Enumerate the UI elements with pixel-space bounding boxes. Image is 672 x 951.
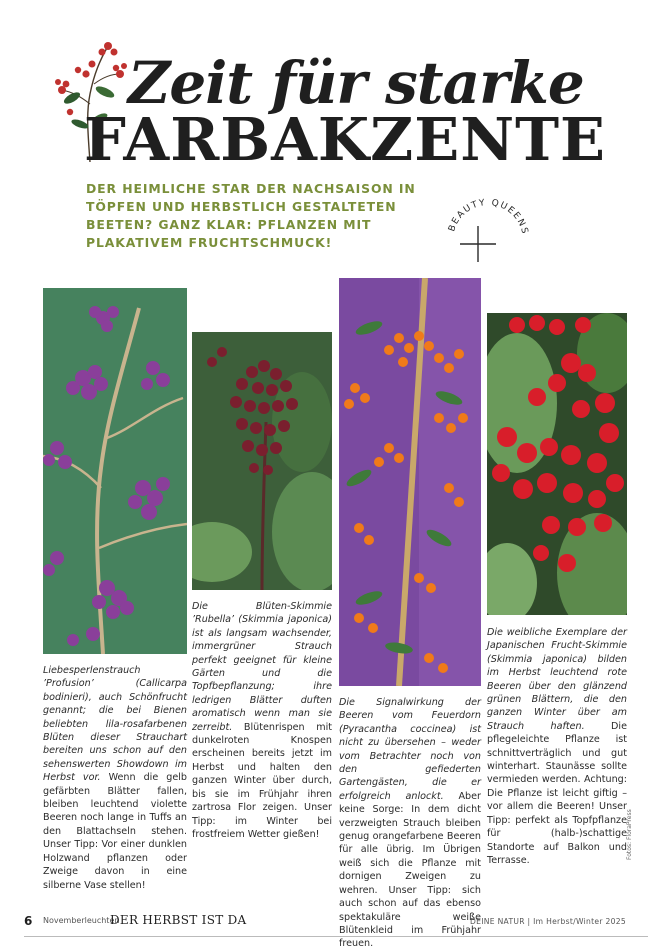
section-label: Novemberleuchten: [43, 916, 120, 925]
badge-label: BEAUTY QUEENS: [447, 198, 530, 237]
photo-credit: Fotos: FloraPress: [626, 809, 633, 860]
caption-pyracantha: [339, 696, 481, 951]
caption-skimmia-rubella-body: Blütenrispen mit dunkelroten Knospen erscheinen bereits jetzt im Herbst und halten den ganzen Winter über durch, bis sie im Frühjahr ihren zartrosa Flor zeigen. Unser Tipp: im Winter bei frostfreiem Wetter gießen!: [192, 721, 332, 840]
caption-pyracantha-lead: Die Signalwirkung der Beeren vom Feuerdorn (Pyracantha coccinea) ist nicht zu übersehen – weder vom Betrachter noch von den gefiederten Gartengästen, die er erfolgreich anlockt.: [339, 697, 481, 802]
svg-text:BEAUTY QUEENS: [447, 198, 529, 236]
photo-skimmia-rubella: [192, 332, 332, 590]
caption-skimmia-berries: [487, 626, 627, 867]
section-title: DER HERBST IST DA: [110, 913, 247, 927]
caption-pyracantha-body: Aber keine Sorge: In dem dicht verzweigten Strauch bleiben genug orangefarbene Beeren für alle übrig. Im Übrigen weiß sich die Pflanze mit dornigen Zweigen zu wehren. Unser Tipp: sich auch schon auf das ebenso spektakuläre weiße Blütenkleid im Frühjahr freuen.: [339, 790, 481, 950]
caption-skimmia-rubella-lead: Die Blüten-Skimmie ’Rubella’ (Skimmia japonica) ist als langsam wachsender, immergrüner Strauch perfekt geeignet für kleine Gärten und die Topfbepflanzung; ihre ledrigen Blätter duften aromatisch wenn man sie zerreibt.: [192, 601, 332, 733]
photo-skimmia-berries: [487, 313, 627, 615]
caption-callicarpa: [43, 664, 187, 892]
intro-text: DER HEIMLICHE STAR DER NACHSAISON IN TÖPFEN UND HERBSTLICH GESTALTETEN BEETEN? GANZ KLAR: PFLANZEN MIT PLAKATIVEM FRUCHTSCHMUCK!: [86, 181, 416, 250]
headline-script: Zeit für starke: [128, 49, 584, 117]
beauty-queens-badge: [440, 192, 536, 288]
headline-caps: FARBAKZENTE: [84, 105, 607, 174]
caption-skimmia-berries-body: Die pflegeleichte Pflanze ist schnittverträglich und gut winterhart. Staunässe sollte vermieden werden. Achtung: Die Pflanze ist leicht giftig – vor allem die Beeren! Unser Tipp: perfekt als Topfpflanze für (halb-)schattige Standorte auf Balkon und Terrasse.: [487, 720, 627, 866]
magazine-issue: DEINE NATUR | Im Herbst/Winter 2025: [470, 917, 627, 926]
footer-rule: [24, 936, 648, 937]
caption-skimmia-berries-lead: Die weibliche Exemplare der Japanischen Frucht-Skimmie (Skimmia japonica) bilden im Herbst leuchtend rote Beeren über den glänzend grünen Blättern, die den ganzen Winter über am Strauch haften.: [487, 627, 627, 732]
caption-skimmia-rubella: [192, 600, 332, 841]
caption-callicarpa-body: Wenn die gelb gefärbten Blätter fallen, bleiben leuchtend violette Beeren noch lange in Tuffs an den Blattachseln stehen. Unser Tipp: Vor einer dunklen Holzwand pflanzen oder Zweige davon in eine silberne Vase stellen!: [43, 772, 187, 891]
page-number: 6: [24, 914, 33, 928]
photo-callicarpa: [43, 288, 187, 654]
caption-callicarpa-lead: Liebesperlenstrauch ’Profusion’ (Callicarpa bodinieri), auch Schönfrucht genannt; die bei Bienen beliebten lila-rosafarbenen Blüten dieser Strauchart bereiten uns schon auf den sehenswerten Showdown im Herbst vor.: [43, 665, 187, 784]
photo-pyracantha: [339, 278, 481, 686]
